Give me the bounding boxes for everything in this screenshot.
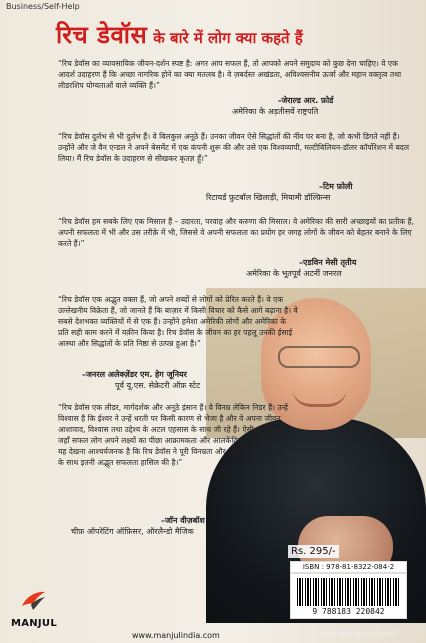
quote-4-text: “रिच डेवॉस एक अद्भुत वक्ता हैं, जो अपने शब्दों से लोगों को प्रेरित करते हैं। वे एक उल्लेखनीय विक्रेता हैं, जो जानते हैं कि बाज़ार में किसी विचार को कैसे आगे बढ़ाना है। वे सबसे देशभक्त व्यक्तियों में से एक हैं। उन्होंने हमेशा अमेरिकी लोगों और अमेरिका के प्रति सही काम करने में यक़ीन किया है। रिच डेवॉस के जीवन का हर पहलू उनकी ईसाई आस्था और सिद्धांतों के प्रति निष्ठा से उत्पन्न हुआ है।” bbox=[58, 295, 298, 348]
price: Rs. 295/- bbox=[288, 545, 339, 558]
quote-1-name: -जेराल्ड आर. फ़ोर्ड bbox=[278, 96, 334, 105]
barcode-number: 9 788183 220842 bbox=[312, 607, 385, 616]
quote-1-title: अमेरिका के अड़तीसवें राष्ट्रपति bbox=[232, 107, 319, 116]
quote-3-title: अमेरिका के भूतपूर्व अटर्नी जनरल bbox=[246, 269, 342, 278]
quote-2-title: रिटायर्ड फ़ुटबॉल खिलाड़ी, मियामी डॉल्फ़िन्स bbox=[206, 193, 331, 202]
quote-5-title: चीफ़ ऑपरेटिंग ऑफ़िसर, ऑरलैन्डो मैजिक bbox=[71, 527, 194, 536]
quote-3-text: “रिच डेवॉस हम सबके लिए एक मिसाल हैं – उदारता, परवाह और करुणा की मिसाल। वे अमेरिका की सारी अच्छाइयों का प्रतीक हैं, अपनी सफलता में भी और उस तरीक़े में भी, जिससे वे अपनी सफलता का प्रयोग हर जगह लोगों के जीवन को बेहतर बनाने के लिए करते हैं।” bbox=[58, 217, 414, 248]
publisher-logo bbox=[10, 586, 58, 634]
quote-5-name: –जॉन वीज़बॉश bbox=[161, 516, 205, 525]
bird-icon bbox=[18, 586, 48, 616]
category-label: Business/Self-Help bbox=[6, 2, 80, 11]
header-title-highlight: रिच डेवॉस bbox=[56, 20, 148, 49]
quote-5-text: “रिच डेवॉस एक लीडर, मार्गदर्शक और अनूठे इंसान हैं। वे विनम्र लेकिन निडर हैं। उन्हें विश्वास है कि ईश्वर ने उन्हें धरती पर किसी कारण से भेजा है और वे अपना जीवन आशावाद, विश्वास तथा उद्देश्य के अटल एहसास के साथ जी रहे हैं। ऐसी दुनिया में, जहाँ सफल लोग अपने लक्ष्यों का पीछा आक्रामकता और आलकेंद्रित दंभ से करते हैं, यह देखना आश्चर्यजनक है कि रिच डेवॉस ने पूरी विनम्रता और दूसरों के प्रति करुणा के साथ इतनी अद्भुत सफलता हासिल की है।” bbox=[58, 403, 288, 467]
isbn: ISBN : 978-81-8322-084-2 bbox=[290, 561, 407, 573]
header-title-rest: के बारे में लोग क्या कहते हैं bbox=[153, 29, 303, 47]
quote-2-text: “रिच डेवॉस दुर्लभ से भी दुर्लभ हैं। वे बिलकुल अनूठे हैं। उनका जीवन ऐसे सिद्धांतों की नींव पर बना है, जो कभी डिगते नहीं हैं। उन्होंने और जे वैन एन्डल ने अपने बेसमेंट में एक कंपनी शुरू की और उसे एक विश्वव्यापी, मल्टीबिलियन-डॉलर कॉर्पोरेशन में बदल लिया। मैं रिच डेवॉस के उदाहरण से सीखकर कृतज्ञ हूँ।” bbox=[58, 132, 409, 163]
quote-2-name: –टिम फ़ोली bbox=[319, 182, 353, 191]
publisher-url: www.manjulindia.com bbox=[132, 631, 220, 640]
quote-1-text: “रिच डेवॉस का व्यावसायिक जीवन-दर्शन स्पष्ट है: अगर आप सफल हैं, तो आपको अपने समुदाय को कुछ देना चाहिए। वे एक आदर्श उदाहरण हैं कि अच्छा नागरिक होने का क्या मतलब है। वे ज़बर्दस्त अखंडता, अविश्वसनीय ऊर्जा और महान वक्तृत्व तथा लीडरशिप योग्यताओं वाले व्यक्ति हैं।” bbox=[58, 59, 402, 90]
quote-4-title: पूर्व यू.एस. सेक्रेटरी ऑफ़ स्टेट bbox=[115, 381, 201, 390]
barcode bbox=[290, 573, 407, 619]
quote-4-name: –जनरल अलेक्ज़ेंडर एम. हेग जूनियर bbox=[82, 370, 187, 379]
series-label: AHW HPB HINDI SERIES bbox=[322, 631, 397, 638]
barcode-bars bbox=[297, 578, 400, 606]
publisher-brand: MANJUL bbox=[10, 618, 58, 629]
quote-3-name: –एडविन मेसी तृतीय bbox=[299, 258, 357, 267]
header bbox=[56, 18, 416, 49]
photo-glasses bbox=[278, 346, 360, 368]
